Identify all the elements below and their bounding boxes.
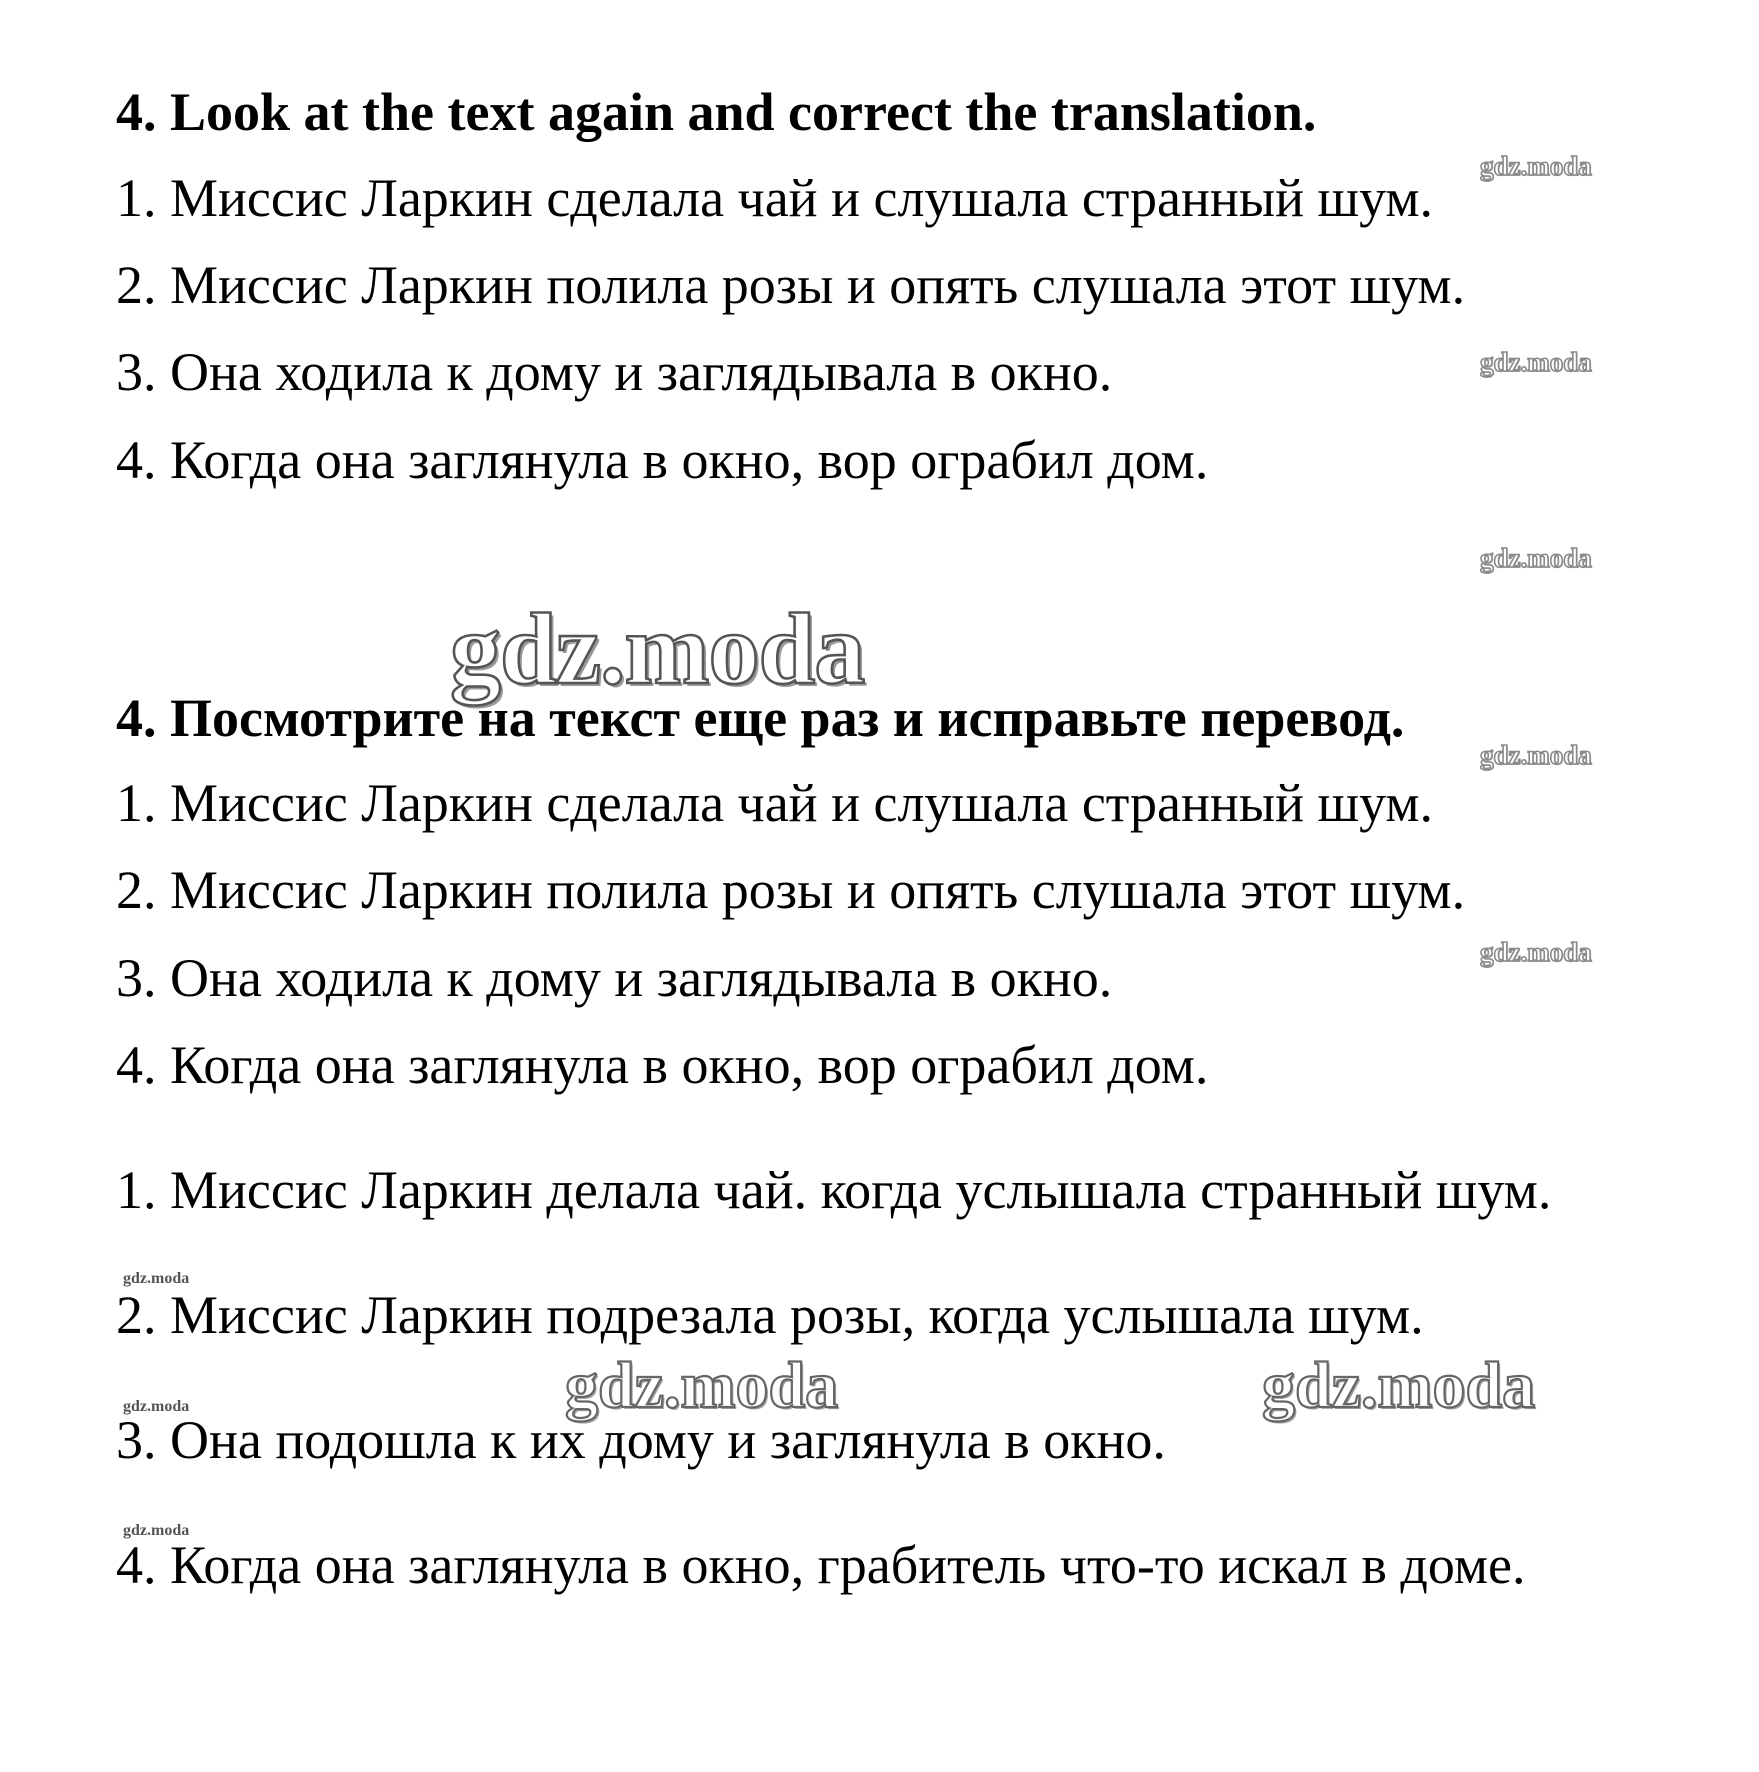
task-heading-russian: 4. Посмотрите на текст еще раз и исправьте перевод.: [116, 688, 1405, 748]
watermark-tiny: gdz.moda: [123, 1398, 190, 1415]
watermark-small: gdz.moda: [1480, 543, 1592, 573]
russian-sentence-2: 2. Миссис Ларкин полила розы и опять слушала этот шум.: [116, 860, 1466, 920]
english-sentence-1: 1. Миссис Ларкин сделала чай и слушала странный шум.: [116, 168, 1434, 228]
watermark-small: gdz.moda: [1480, 347, 1592, 377]
english-sentence-2: 2. Миссис Ларкин полила розы и опять слушала этот шум.: [116, 255, 1466, 315]
watermark-small: gdz.moda: [1480, 740, 1592, 770]
watermark-large: gdz.moda: [450, 593, 865, 706]
answer-sentence-4: 4. Когда она заглянула в окно, грабитель что-то искал в доме.: [116, 1535, 1526, 1595]
watermark-small: gdz.moda: [1480, 151, 1592, 181]
answer-sentence-3: 3. Она подошла к их дому и заглянула в окно.: [116, 1410, 1166, 1470]
watermark-tiny: gdz.moda: [123, 1522, 190, 1539]
task-heading-english: 4. Look at the text again and correct the translation.: [116, 82, 1317, 142]
russian-sentence-4: 4. Когда она заглянула в окно, вор ограбил дом.: [116, 1035, 1209, 1095]
answer-sentence-1: 1. Миссис Ларкин делала чай. когда услышала странный шум.: [116, 1160, 1552, 1220]
russian-sentence-1: 1. Миссис Ларкин сделала чай и слушала странный шум.: [116, 773, 1434, 833]
answer-sentence-2: 2. Миссис Ларкин подрезала розы, когда услышала шум.: [116, 1285, 1424, 1345]
watermark-tiny: gdz.moda: [123, 1270, 190, 1287]
russian-sentence-3: 3. Она ходила к дому и заглядывала в окно.: [116, 948, 1113, 1008]
watermark-medium: gdz.moda: [1262, 1349, 1536, 1422]
english-sentence-4: 4. Когда она заглянула в окно, вор ограбил дом.: [116, 430, 1209, 490]
english-sentence-3: 3. Она ходила к дому и заглядывала в окно.: [116, 342, 1113, 402]
watermark-medium: gdz.moda: [565, 1349, 839, 1422]
watermark-small: gdz.moda: [1480, 937, 1592, 967]
